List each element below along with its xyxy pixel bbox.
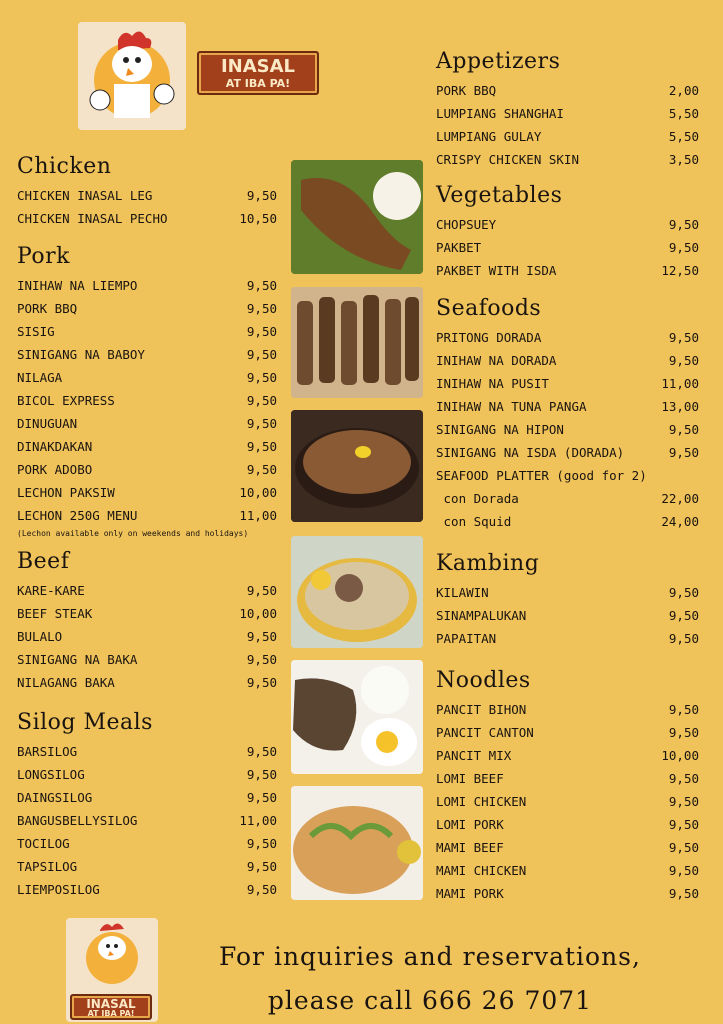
item-name: KILAWIN	[436, 585, 489, 600]
right-menu-column	[436, 45, 699, 905]
item-name: DINUGUAN	[17, 416, 78, 431]
item-name: SINIGANG NA BAKA	[17, 652, 138, 667]
menu-item	[17, 625, 277, 648]
menu-item	[436, 464, 699, 487]
item-name: SINIGANG NA HIPON	[436, 422, 564, 437]
item-name: PORK BBQ	[17, 301, 78, 316]
item-price: 9,50	[668, 631, 699, 646]
item-price: 10,00	[239, 485, 277, 500]
item-name: BARSILOG	[17, 744, 78, 759]
menu-item	[17, 671, 277, 694]
item-name: BEEF STEAK	[17, 606, 93, 621]
item-name: LUMPIANG GULAY	[436, 129, 542, 144]
item-name: INIHAW NA LIEMPO	[17, 278, 138, 293]
menu-item	[436, 487, 699, 510]
menu-item	[436, 418, 699, 441]
item-price: 9,50	[246, 882, 277, 897]
item-name: DAINGSILOG	[17, 790, 93, 805]
lechon-note: (Lechon available only on weekends and holidays)	[17, 529, 249, 538]
item-price: 9,50	[668, 445, 699, 460]
item-name: TOCILOG	[17, 836, 70, 851]
menu-item	[436, 372, 699, 395]
item-name: SINIGANG NA ISDA (DORADA)	[436, 445, 625, 460]
item-name: PAPAITAN	[436, 631, 497, 646]
item-name: LOMI PORK	[436, 817, 504, 832]
section-title-vegetables: Vegetables	[436, 183, 563, 208]
menu-item	[436, 813, 699, 836]
item-name: PAKBET	[436, 240, 482, 255]
menu-item	[17, 389, 277, 412]
menu-item	[436, 395, 699, 418]
footer-line-1: For inquiries and reservations,	[219, 942, 641, 971]
photo-sisig	[291, 410, 423, 522]
menu-item	[17, 458, 277, 481]
item-price: 9,50	[246, 188, 277, 203]
section-title-chicken: Chicken	[17, 154, 112, 179]
item-price: 9,50	[246, 583, 277, 598]
menu-item	[436, 441, 699, 464]
item-name: CRISPY CHICKEN SKIN	[436, 152, 579, 167]
section-title-noodles: Noodles	[436, 668, 531, 693]
item-name: CHOPSUEY	[436, 217, 497, 232]
item-name: LONGSILOG	[17, 767, 85, 782]
menu-item	[436, 349, 699, 372]
item-name: NILAGA	[17, 370, 63, 385]
item-price: 13,00	[661, 399, 699, 414]
menu-item	[436, 698, 699, 721]
item-name: LECHON PAKSIW	[17, 485, 115, 500]
menu-item	[17, 579, 277, 602]
item-price: 24,00	[661, 514, 699, 529]
menu-item	[17, 343, 277, 366]
menu-item	[436, 213, 699, 236]
menu-item	[17, 878, 277, 901]
menu-item	[17, 855, 277, 878]
section-title-pork: Pork	[17, 244, 71, 269]
item-price: 9,50	[246, 324, 277, 339]
menu-item	[436, 859, 699, 882]
item-name: con Squid	[436, 514, 512, 529]
appetizer-items	[436, 79, 699, 171]
item-price: 9,50	[246, 767, 277, 782]
item-price: 9,50	[246, 836, 277, 851]
menu-item	[436, 510, 699, 533]
menu-item	[17, 297, 277, 320]
menu-item	[17, 504, 277, 527]
item-name: BANGUSBELLYSILOG	[17, 813, 138, 828]
menu-item	[17, 320, 277, 343]
menu-item	[17, 602, 277, 625]
section-title-kambing: Kambing	[436, 551, 540, 576]
menu-item	[436, 148, 699, 171]
silog-items	[17, 740, 277, 901]
menu-item	[436, 79, 699, 102]
item-name: con Dorada	[436, 491, 519, 506]
item-price: 9,50	[668, 330, 699, 345]
item-price: 9,50	[668, 422, 699, 437]
item-price: 9,50	[668, 771, 699, 786]
item-price: 9,50	[668, 240, 699, 255]
item-price: 9,50	[246, 416, 277, 431]
noodle-items	[436, 698, 699, 905]
item-name: LECHON 250G MENU	[17, 508, 138, 523]
menu-item	[436, 836, 699, 859]
menu-item	[436, 125, 699, 148]
menu-item	[436, 236, 699, 259]
item-price: 9,50	[246, 393, 277, 408]
footer-contact	[170, 936, 690, 1024]
item-price: 9,50	[668, 886, 699, 901]
item-price: 9,50	[246, 439, 277, 454]
menu-item	[17, 366, 277, 389]
item-price: 9,50	[668, 794, 699, 809]
photo-bulalo-soup	[291, 536, 423, 648]
menu-item	[436, 744, 699, 767]
item-name: NILAGANG BAKA	[17, 675, 115, 690]
item-name: CHICKEN INASAL LEG	[17, 188, 153, 203]
menu-item	[436, 882, 699, 905]
item-price: 9,50	[668, 725, 699, 740]
item-price: 9,50	[668, 353, 699, 368]
item-name: PORK ADOBO	[17, 462, 93, 477]
menu-item	[436, 627, 699, 650]
item-price: 9,50	[246, 790, 277, 805]
section-title-appetizers: Appetizers	[436, 49, 561, 74]
item-price: 12,50	[661, 263, 699, 278]
seafood-items	[436, 326, 699, 533]
item-name: LOMI BEEF	[436, 771, 504, 786]
brand-logo	[197, 51, 319, 95]
item-name: MAMI BEEF	[436, 840, 504, 855]
item-name: PANCIT MIX	[436, 748, 512, 763]
item-price: 5,50	[668, 106, 699, 121]
vegetable-items	[436, 213, 699, 282]
item-name: PANCIT CANTON	[436, 725, 534, 740]
item-price: 9,50	[246, 462, 277, 477]
chicken-items	[17, 184, 277, 230]
menu-item	[17, 786, 277, 809]
footer-logo-line-1: INASAL	[86, 997, 136, 1011]
footer-logo-line-2: AT IBA PA!	[87, 1009, 135, 1018]
item-price: 9,50	[668, 863, 699, 878]
menu-item	[436, 790, 699, 813]
menu-item	[17, 412, 277, 435]
photo-pancit	[291, 786, 423, 900]
menu-item	[436, 721, 699, 744]
menu-item	[17, 740, 277, 763]
item-name: INIHAW NA DORADA	[436, 353, 557, 368]
photo-tapsilog	[291, 660, 423, 774]
item-name: INIHAW NA TUNA PANGA	[436, 399, 587, 414]
item-price: 9,50	[246, 347, 277, 362]
pork-items	[17, 274, 277, 541]
menu-item	[436, 259, 699, 282]
item-price: 2,00	[668, 83, 699, 98]
item-price: 9,50	[246, 859, 277, 874]
chef-chicken-mascot	[78, 22, 186, 130]
item-price: 10,50	[239, 211, 277, 226]
item-price: 9,50	[246, 370, 277, 385]
menu-item	[17, 648, 277, 671]
footer-logo-badge	[70, 994, 152, 1020]
menu-item	[17, 435, 277, 458]
item-price: 9,50	[668, 702, 699, 717]
item-price: 10,00	[239, 606, 277, 621]
section-title-seafoods: Seafoods	[436, 296, 542, 321]
item-price: 5,50	[668, 129, 699, 144]
item-name: KARE-KARE	[17, 583, 85, 598]
kambing-items	[436, 581, 699, 650]
item-price: 9,50	[246, 278, 277, 293]
menu-item	[17, 481, 277, 504]
item-name: DINAKDAKAN	[17, 439, 93, 454]
item-name: PANCIT BIHON	[436, 702, 527, 717]
footer-phone: please call 666 26 7071	[267, 986, 593, 1015]
item-name: SISIG	[17, 324, 55, 339]
item-name: PORK BBQ	[436, 83, 497, 98]
menu-item	[436, 604, 699, 627]
item-name: MAMI PORK	[436, 886, 504, 901]
menu-item	[17, 763, 277, 786]
item-price: 9,50	[246, 675, 277, 690]
item-price: 9,50	[668, 840, 699, 855]
menu-item	[17, 809, 277, 832]
item-name: PRITONG DORADA	[436, 330, 542, 345]
item-name: INIHAW NA PUSIT	[436, 376, 549, 391]
item-price: 22,00	[661, 491, 699, 506]
item-name: MAMI CHICKEN	[436, 863, 527, 878]
menu-item	[17, 832, 277, 855]
item-price: 9,50	[668, 585, 699, 600]
menu-item	[17, 274, 277, 297]
item-name: PAKBET WITH ISDA	[436, 263, 557, 278]
menu-item	[436, 102, 699, 125]
menu-item	[17, 207, 277, 230]
logo-line-1: INASAL	[220, 56, 296, 77]
item-price: 9,50	[246, 652, 277, 667]
item-name: CHICKEN INASAL PECHO	[17, 211, 168, 226]
photo-grilled-chicken	[291, 160, 423, 274]
menu-item	[436, 767, 699, 790]
item-price: 9,50	[246, 629, 277, 644]
item-price: 9,50	[668, 217, 699, 232]
item-price: 9,50	[668, 608, 699, 623]
menu-item	[436, 326, 699, 349]
item-name: LUMPIANG SHANGHAI	[436, 106, 564, 121]
item-price: 11,00	[661, 376, 699, 391]
item-name: BULALO	[17, 629, 63, 644]
item-name: SINIGANG NA BABOY	[17, 347, 145, 362]
photo-pork-bbq-skewers	[291, 287, 423, 398]
item-name: SEAFOOD PLATTER (good for 2)	[436, 468, 647, 483]
beef-items	[17, 579, 277, 694]
item-name: BICOL EXPRESS	[17, 393, 115, 408]
item-price: 10,00	[661, 748, 699, 763]
footer-mascot-icon	[66, 918, 158, 988]
item-name: LIEMPOSILOG	[17, 882, 100, 897]
item-price: 11,00	[239, 813, 277, 828]
item-price: 9,50	[246, 301, 277, 316]
item-price: 9,50	[246, 744, 277, 759]
menu-item	[17, 184, 277, 207]
item-name: LOMI CHICKEN	[436, 794, 527, 809]
left-menu-column	[17, 150, 277, 901]
item-price: 11,00	[239, 508, 277, 523]
footer-logo	[66, 918, 158, 1022]
item-name: SINAMPALUKAN	[436, 608, 527, 623]
item-name: TAPSILOG	[17, 859, 78, 874]
item-price: 3,50	[668, 152, 699, 167]
section-title-silog-meals: Silog Meals	[17, 710, 153, 735]
item-price: 9,50	[668, 817, 699, 832]
section-title-beef: Beef	[17, 549, 70, 574]
logo-line-2: AT IBA PA!	[225, 77, 291, 90]
menu-item	[436, 581, 699, 604]
